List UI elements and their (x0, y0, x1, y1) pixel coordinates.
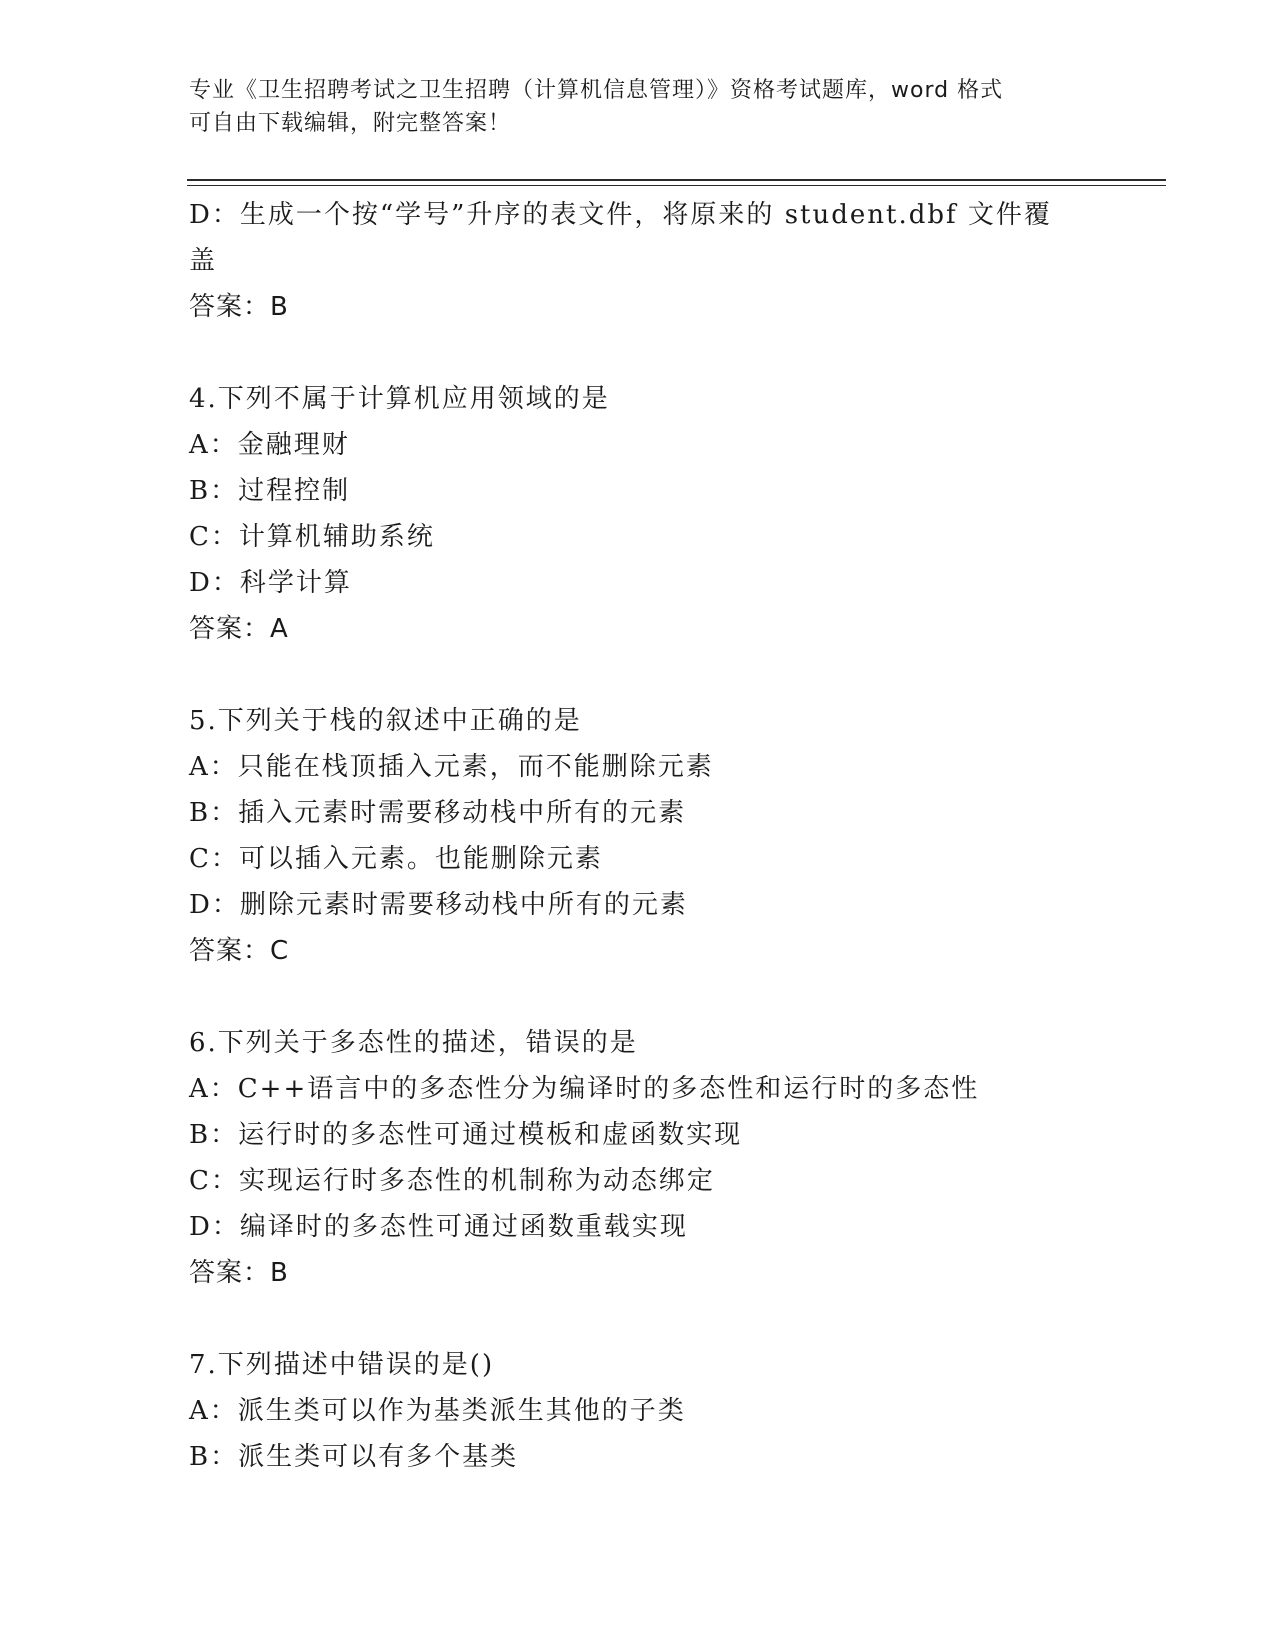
header-title-line-1: 专业《卫生招聘考试之卫生招聘（计算机信息管理）》资格考试题库，word 格式 (189, 78, 1004, 103)
answer-line: 答案：A (189, 614, 289, 644)
option-b: B：插入元素时需要移动栈中所有的元素 (189, 798, 687, 828)
question-stem: 7.下列描述中错误的是() (189, 1350, 495, 1380)
option-c: C：实现运行时多态性的机制称为动态绑定 (189, 1166, 715, 1196)
header-divider-thin (187, 185, 1166, 186)
option-b: B：派生类可以有多个基类 (189, 1442, 519, 1472)
option-d: D：科学计算 (189, 568, 352, 598)
option-b: B：过程控制 (189, 476, 351, 506)
previous-question-tail (189, 192, 1089, 330)
question-6 (189, 1020, 1089, 1296)
option-d: D：编译时的多态性可通过函数重载实现 (189, 1212, 688, 1242)
question-7 (189, 1342, 1089, 1480)
option-a: A：派生类可以作为基类派生其他的子类 (189, 1396, 686, 1426)
question-4 (189, 376, 1089, 652)
option-c: C：可以插入元素。也能删除元素 (189, 844, 603, 874)
option-d: D：生成一个按“学号”升序的表文件，将原来的 student.dbf 文件覆 (189, 200, 1052, 230)
option-a: A：C++语言中的多态性分为编译时的多态性和运行时的多态性 (189, 1074, 980, 1104)
question-stem: 6.下列关于多态性的描述，错误的是 (189, 1028, 638, 1058)
option-d-continued: 盖 (189, 246, 218, 276)
question-list (189, 192, 1089, 1480)
option-b: B：运行时的多态性可通过模板和虚函数实现 (189, 1120, 743, 1150)
option-d: D：删除元素时需要移动栈中所有的元素 (189, 890, 688, 920)
option-c: C：计算机辅助系统 (189, 522, 435, 552)
answer-line: 答案：C (189, 936, 290, 966)
answer-line: 答案：B (189, 1258, 289, 1288)
header-divider-thick (187, 179, 1166, 181)
answer-line: 答案：B (189, 292, 289, 322)
option-a: A：金融理财 (189, 430, 350, 460)
document-header (189, 74, 1089, 140)
header-title-line-2: 可自由下载编辑，附完整答案！ (189, 111, 512, 136)
question-stem: 5.下列关于栈的叙述中正确的是 (189, 706, 582, 736)
question-5 (189, 698, 1089, 974)
option-a: A：只能在栈顶插入元素，而不能删除元素 (189, 752, 714, 782)
question-stem: 4.下列不属于计算机应用领域的是 (189, 384, 610, 414)
